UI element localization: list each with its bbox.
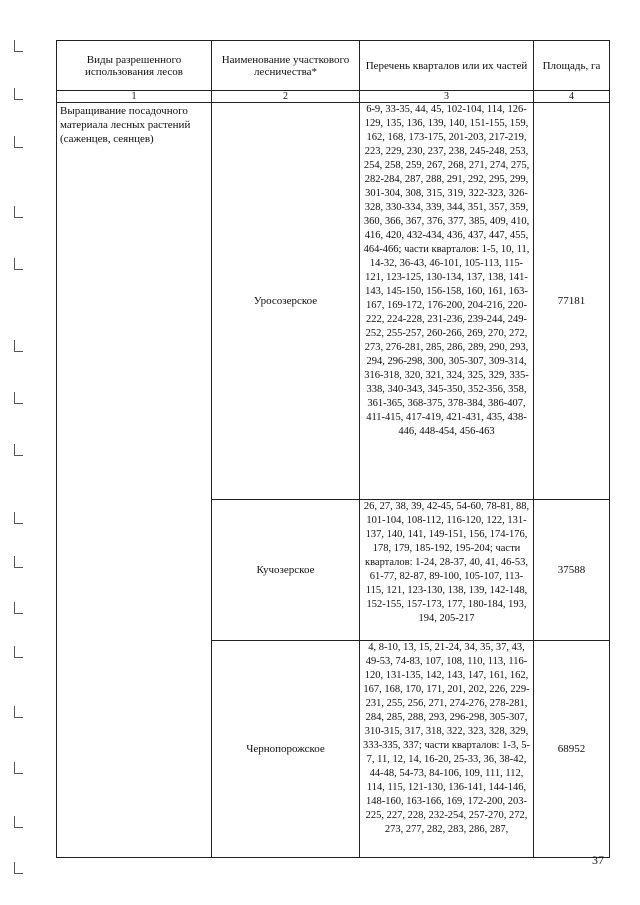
column-number: 3 [360, 91, 534, 103]
column-number: 2 [212, 91, 360, 103]
table-row [57, 103, 610, 500]
header-quarters: Перечень кварталов или их частей [360, 41, 534, 91]
area-value: 68952 [534, 641, 610, 858]
forest-use-table [56, 40, 610, 858]
page-number: 37 [592, 853, 604, 867]
area-value: 77181 [534, 103, 610, 500]
header-district: Наименование участкового лесничества* [212, 41, 360, 91]
header-area: Площадь, га [534, 41, 610, 91]
district-name: Кучозерское [212, 500, 360, 641]
header-use-type: Виды разрешенного использования лесов [57, 41, 212, 91]
column-number-row [57, 91, 610, 103]
quarters-list: 6-9, 33-35, 44, 45, 102-104, 114, 126-129, 135, 136, 139, 140, 151-155, 159, 162, 168, 173-175, 201-203, 217-219, 223, 229, 230, 237, 238, 245-248, 253, 254, 258, 259, 267, 268, 271, 274, 275, 282-284, 287, 288, 291, 292, 295, 299, 301-304, 308, 315, 319, 322-323, 326-328, 330-334, 339, 344, 351, 357, 359, 360, 366, 367, 376, 377, 385, 409, 410, 416, 420, 432-434, 436, 437, 447, 455, 464-466; части кварталов: 1-5, 10, 11, 14-32, 36-43, 46-101, 105-113, 115-121, 123-125, 130-134, 137, 138, 141-143, 145-150, 156-158, 160, 161, 163-167, 169-172, 176-200, 204-216, 220-222, 224-228, 231-236, 239-244, 249-252, 255-257, 260-266, 269, 270, 272, 273, 276-281, 285, 286, 289, 290, 293, 294, 296-298, 300, 305-307, 309-314, 316-318, 320, 321, 324, 325, 329, 335-338, 340-343, 345-350, 352-356, 358, 361-365, 368-375, 378-384, 386-407, 411-415, 417-419, 421-431, 435, 438-446, 448-454, 456-463 [360, 103, 534, 500]
quarters-list: 4, 8-10, 13, 15, 21-24, 34, 35, 37, 43, 49-53, 74-83, 107, 108, 110, 113, 116-120, 131-135, 142, 143, 147, 161, 162, 167, 168, 170, 171, 201, 202, 226, 229-231, 255, 256, 271, 274-276, 278-281, 284, 285, 288, 293, 296-298, 305-307, 310-315, 317, 318, 322, 323, 328, 329, 333-335, 337; части кварталов: 1-3, 5-7, 11, 12, 14, 16-20, 25-33, 36, 38-42, 44-48, 54-73, 84-106, 109, 111, 112, 114, 115, 121-130, 136-141, 144-146, 148-160, 163-166, 169, 172-200, 203-225, 227, 228, 232-254, 257-270, 272, 273, 277, 282, 283, 286, 287, [360, 641, 534, 858]
column-number: 1 [57, 91, 212, 103]
use-type-cell: Выращивание посадочного материала лесных растений (саженцев, сеянцев) [57, 103, 212, 858]
column-number: 4 [534, 91, 610, 103]
district-name: Уросозерское [212, 103, 360, 500]
area-value: 37588 [534, 500, 610, 641]
quarters-list: 26, 27, 38, 39, 42-45, 54-60, 78-81, 88, 101-104, 108-112, 116-120, 122, 131-137, 140, 141, 149-151, 156, 174-176, 178, 179, 185-192, 195-204; части кварталов: 1-24, 28-37, 40, 41, 46-53, 61-77, 82-87, 89-100, 105-107, 113-115, 121, 123-130, 138, 139, 142-148, 152-155, 157-173, 177, 180-184, 193, 194, 205-217 [360, 500, 534, 641]
binding-marks [14, 0, 26, 905]
header-row [57, 41, 610, 91]
district-name: Чернопорожское [212, 641, 360, 858]
